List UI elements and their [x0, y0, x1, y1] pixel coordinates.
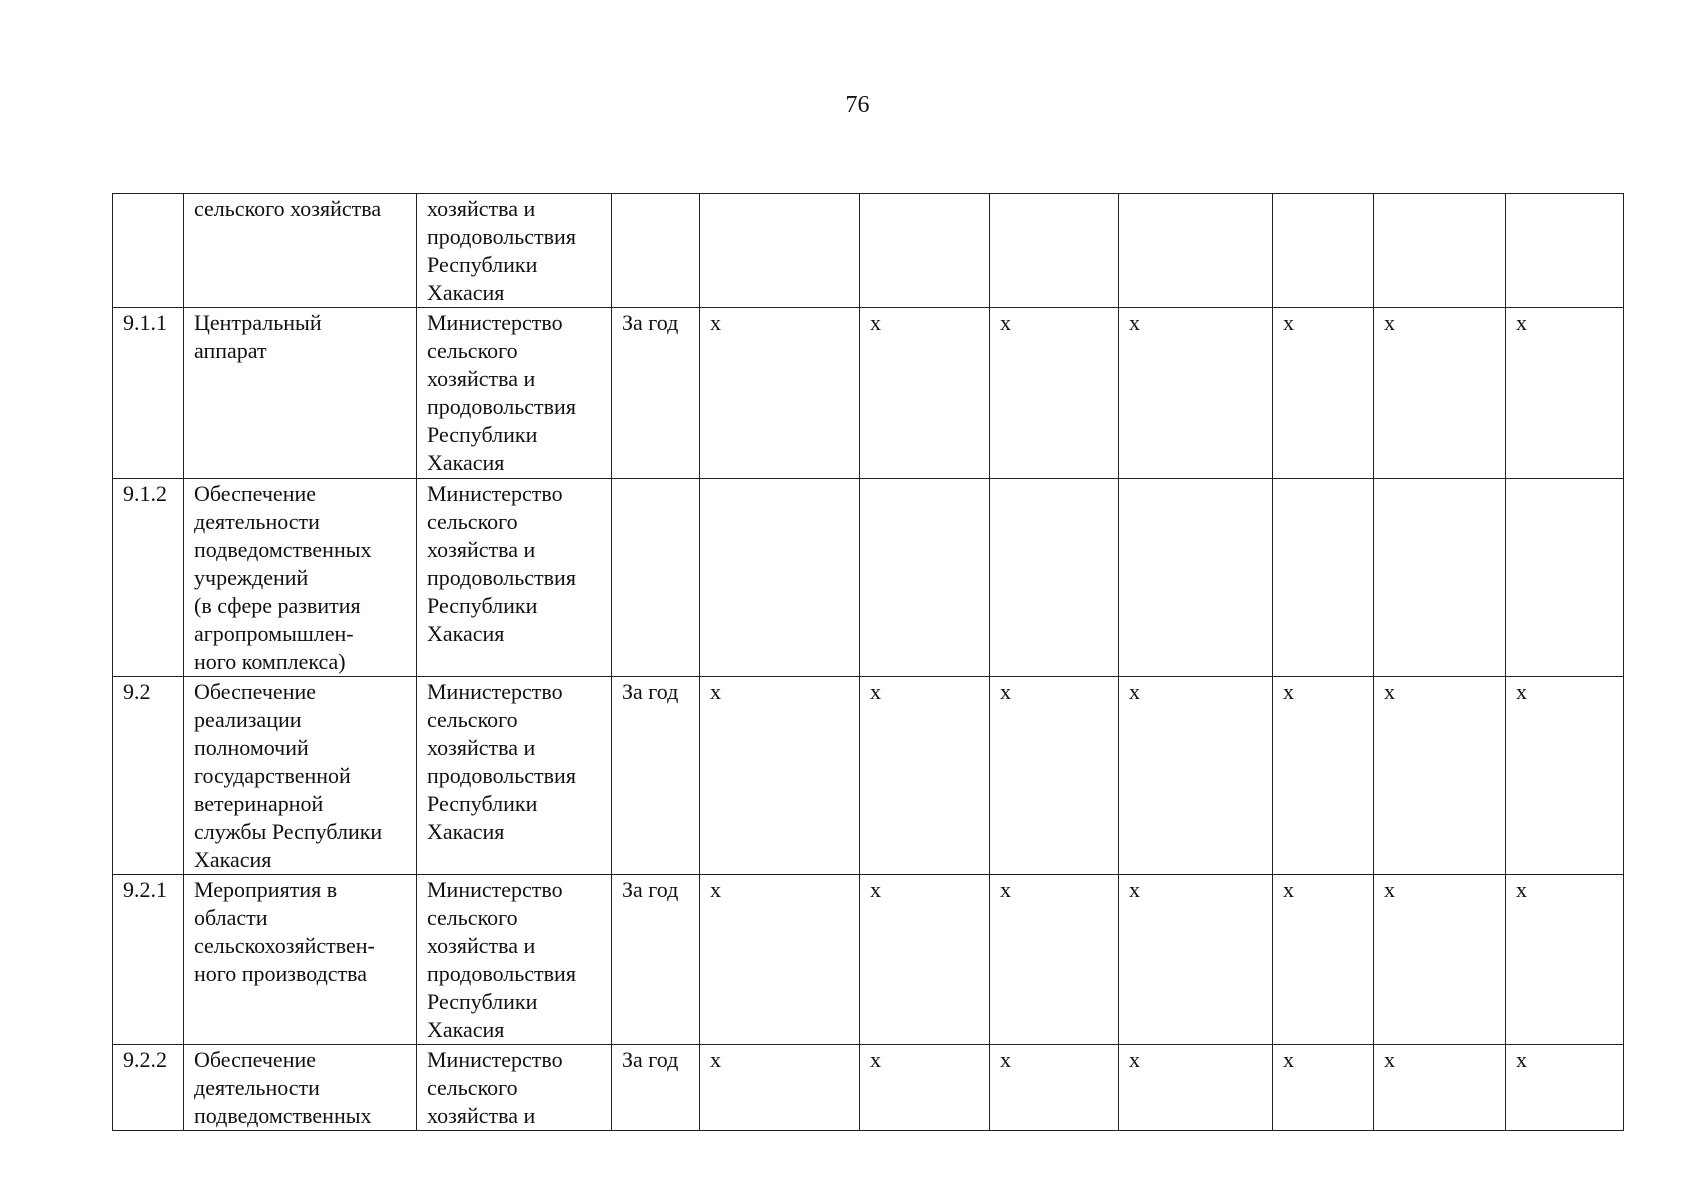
responsible-org-cell [417, 677, 612, 875]
mark-cell: х [1119, 677, 1273, 875]
mark-cell [1119, 479, 1273, 677]
cell-line: Обеспечение [194, 1047, 316, 1072]
mark-cell: х [700, 875, 860, 1045]
activity-name-cell [184, 194, 417, 308]
cell-line: Хакасия [427, 621, 505, 646]
cell-line: Обеспечение [194, 481, 316, 506]
cell-line: сельского [427, 1075, 518, 1100]
row-number-cell [113, 677, 184, 875]
mark-cell [1374, 194, 1506, 308]
mark-cell: х [1506, 1045, 1624, 1131]
row-number-cell [113, 308, 184, 479]
cell-line: сельскохозяйствен- [194, 933, 375, 958]
cell-line: службы Республики [194, 819, 383, 844]
cell-line: агропромышлен- [194, 621, 354, 646]
mark-cell: х [1506, 308, 1624, 479]
period-cell [612, 479, 700, 677]
mark-cell [1506, 194, 1624, 308]
mark-cell: х [700, 677, 860, 875]
cell-line: Хакасия [427, 819, 505, 844]
cell-line: хозяйства и [427, 1103, 536, 1128]
table-row [113, 1045, 1624, 1131]
table-row [113, 677, 1624, 875]
cell-line: подведомственных [194, 1103, 372, 1128]
activity-name-cell [184, 875, 417, 1045]
mark-cell: х [1374, 308, 1506, 479]
cell-line: деятельности [194, 1075, 320, 1100]
cell-line: Республики [427, 791, 538, 816]
cell-line: продовольствия [427, 961, 576, 986]
mark-cell [700, 479, 860, 677]
row-number: 9.2.2 [123, 1047, 167, 1072]
cell-line: хозяйства и [427, 196, 536, 221]
mark-cell [700, 194, 860, 308]
cell-line: ветеринарной [194, 791, 324, 816]
cell-line: сельского [427, 338, 518, 363]
cell-line: Хакасия [427, 280, 505, 305]
mark-cell [1119, 194, 1273, 308]
cell-line: сельского [427, 509, 518, 534]
mark-cell [990, 194, 1119, 308]
cell-line: Министерство [427, 1047, 563, 1072]
mark-cell: х [990, 1045, 1119, 1131]
responsible-org-cell [417, 479, 612, 677]
cell-line: Министерство [427, 481, 563, 506]
mark-cell: х [1506, 875, 1624, 1045]
cell-line: Центральный [194, 310, 322, 335]
row-number: 9.2.1 [123, 877, 167, 902]
mark-cell [1273, 479, 1374, 677]
table-row [113, 194, 1624, 308]
mark-cell [860, 194, 990, 308]
table-body [113, 194, 1624, 1131]
mark-cell: х [860, 1045, 990, 1131]
cell-line: хозяйства и [427, 537, 536, 562]
mark-cell: х [700, 308, 860, 479]
cell-line: продовольствия [427, 394, 576, 419]
row-number: 9.1.2 [123, 481, 167, 506]
cell-line: Республики [427, 593, 538, 618]
period-cell: За год [612, 308, 700, 479]
cell-line: сельского хозяйства [194, 196, 382, 221]
cell-line: Обеспечение [194, 679, 316, 704]
table-row [113, 308, 1624, 479]
period-cell: За год [612, 677, 700, 875]
table-row [113, 875, 1624, 1045]
mark-cell: х [1506, 677, 1624, 875]
cell-line: реализации [194, 707, 302, 732]
mark-cell: х [990, 677, 1119, 875]
cell-line: государственной [194, 763, 351, 788]
mark-cell: х [860, 875, 990, 1045]
responsible-org-cell [417, 308, 612, 479]
period-cell [612, 194, 700, 308]
activity-name-cell [184, 308, 417, 479]
cell-line: продовольствия [427, 763, 576, 788]
cell-line: хозяйства и [427, 933, 536, 958]
cell-line: деятельности [194, 509, 320, 534]
mark-cell: х [860, 308, 990, 479]
cell-line: Хакасия [427, 1017, 505, 1042]
row-number-cell [113, 1045, 184, 1131]
cell-line: сельского [427, 905, 518, 930]
mark-cell [1374, 479, 1506, 677]
row-number-cell [113, 479, 184, 677]
mark-cell [990, 479, 1119, 677]
mark-cell: х [1374, 875, 1506, 1045]
cell-line: сельского [427, 707, 518, 732]
cell-line: Министерство [427, 310, 563, 335]
mark-cell: х [1273, 677, 1374, 875]
mark-cell: х [1374, 1045, 1506, 1131]
mark-cell: х [860, 677, 990, 875]
cell-line: аппарат [194, 338, 267, 363]
mark-cell: х [1119, 308, 1273, 479]
responsible-org-cell [417, 875, 612, 1045]
cell-line: учреждений [194, 565, 309, 590]
cell-line: хозяйства и [427, 366, 536, 391]
table-row [113, 479, 1624, 677]
mark-cell: х [990, 875, 1119, 1045]
mark-cell [1273, 194, 1374, 308]
mark-cell: х [1119, 875, 1273, 1045]
period-cell: За год [612, 875, 700, 1045]
cell-line: Республики [427, 252, 538, 277]
cell-line: ного комплекса) [194, 649, 346, 674]
activity-name-cell [184, 479, 417, 677]
cell-line: хозяйства и [427, 735, 536, 760]
mark-cell: х [1374, 677, 1506, 875]
mark-cell: х [1119, 1045, 1273, 1131]
row-number: 9.1.1 [123, 310, 167, 335]
mark-cell [1506, 479, 1624, 677]
cell-line: Министерство [427, 679, 563, 704]
mark-cell: х [700, 1045, 860, 1131]
cell-line: (в сфере развития [194, 593, 361, 618]
cell-line: Хакасия [194, 847, 272, 872]
cell-line: Хакасия [427, 450, 505, 475]
cell-line: ного производства [194, 961, 368, 986]
row-number: 9.2 [123, 679, 151, 704]
row-number-cell [113, 875, 184, 1045]
cell-line: Мероприятия в [194, 877, 338, 902]
page-number: 76 [845, 92, 870, 118]
program-table [112, 193, 1624, 1131]
activity-name-cell [184, 1045, 417, 1131]
cell-line: подведомственных [194, 537, 372, 562]
period-cell: За год [612, 1045, 700, 1131]
mark-cell: х [1273, 1045, 1374, 1131]
cell-line: продовольствия [427, 565, 576, 590]
mark-cell [860, 479, 990, 677]
cell-line: области [194, 905, 268, 930]
activity-name-cell [184, 677, 417, 875]
cell-line: полномочий [194, 735, 309, 760]
cell-line: Республики [427, 989, 538, 1014]
cell-line: продовольствия [427, 224, 576, 249]
mark-cell: х [990, 308, 1119, 479]
mark-cell: х [1273, 308, 1374, 479]
responsible-org-cell [417, 194, 612, 308]
cell-line: Республики [427, 422, 538, 447]
responsible-org-cell [417, 1045, 612, 1131]
cell-line: Министерство [427, 877, 563, 902]
mark-cell: х [1273, 875, 1374, 1045]
row-number-cell [113, 194, 184, 308]
